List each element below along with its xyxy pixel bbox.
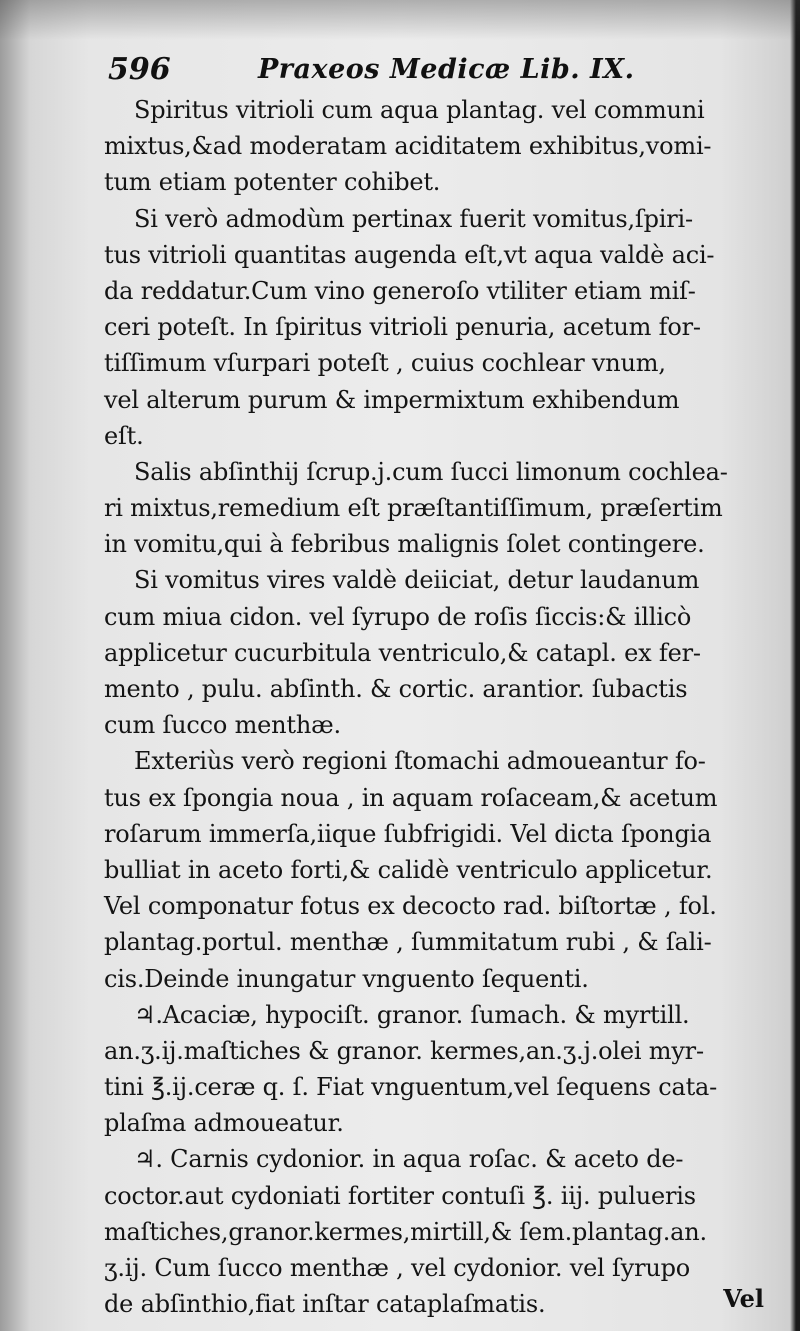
text-line: mento , pulu. abſinth. & cortic. arantior. ſubactis — [104, 675, 688, 703]
text-line: applicetur cucurbitula ventriculo,& catapl. ex fer- — [104, 638, 701, 667]
text-line: Vel componatur fotus ex decocto rad. biſtortæ , fol. — [104, 892, 717, 921]
text-line: tus ex ſpongia noua , in aquam roſaceam,& acetum — [104, 783, 718, 812]
text-line: mixtus,&ad moderatam aciditatem exhibitus,vomi- — [104, 132, 712, 161]
text-line: bulliat in aceto forti,& calidè ventriculo applicetur. — [104, 855, 713, 884]
running-title: Praxeos Medicæ Lib. IX. — [258, 54, 635, 85]
text-line: cum miua cidon. vel ſyrupo de roſis ſiccis:& illicò — [104, 602, 692, 631]
text-line: plantag.portul. menthæ , ſummitatum rubi , & ſali- — [104, 928, 712, 957]
body-text — [104, 92, 794, 1322]
text-line: plaſma admoueatur. — [104, 1109, 344, 1138]
text-line: roſarum immerſa,iique ſubfrigidi. Vel dicta ſpongia — [104, 819, 712, 848]
text-line: cum ſucco menthæ. — [104, 711, 341, 740]
text-line: tini ℥.ij.ceræ q. ſ. Fiat vnguentum,vel ſequens cata- — [104, 1073, 718, 1102]
text-line: maſtiches,granor.kermes,mirtill,& ſem.plantag.an. — [104, 1217, 707, 1246]
text-line: ceri poteſt. In ſpiritus vitrioli penuria, acetum for- — [104, 313, 701, 342]
text-line: Exteriùs verò regioni ſtomachi admoueantur fo- — [134, 747, 706, 776]
text-line: an.ʒ.ij.maſtiches & granor. kermes,an.ʒ.j.olei myr- — [104, 1036, 704, 1065]
text-line: cis.Deinde inungatur vnguento ſequenti. — [104, 964, 589, 993]
text-line: tiſſimum vſurpari poteſt , cuius cochlear vnum, — [104, 349, 666, 378]
page-shadow — [0, 0, 800, 40]
text-line: Si verò admodùm pertinax fuerit vomitus,ſpiri- — [134, 204, 693, 233]
text-line: ʒ.ij. Cum ſucco menthæ , vel cydonior. vel ſyrupo — [104, 1254, 691, 1282]
catchword: Vel — [723, 1284, 764, 1313]
text-line: tus vitrioli quantitas augenda eſt,vt aqua valdè aci- — [104, 240, 715, 269]
text-line: de abſinthio,fiat inſtar cataplaſmatis. — [104, 1290, 546, 1319]
page-number: 596 — [108, 52, 171, 87]
text-line: da reddatur.Cum vino generoſo vtiliter etiam miſ- — [104, 276, 696, 305]
text-line: ♃.Acaciæ, hypociſt. granor. ſumach. & myrtill. — [134, 1000, 690, 1029]
text-line: Spiritus vitrioli cum aqua plantag. vel communi — [134, 96, 705, 124]
text-line: ♃. Carnis cydonior. in aqua roſac. & aceto de- — [134, 1145, 684, 1174]
text-line: vel alterum purum & impermixtum exhibendum — [104, 385, 680, 414]
text-line: Si vomitus vires valdè deiiciat, detur laudanum — [134, 566, 700, 595]
text-line: ri mixtus,remedium eſt præſtantiſſimum, præſertim — [104, 494, 723, 523]
text-line: in vomitu,qui à febribus malignis ſolet contingere. — [104, 530, 705, 559]
page-header — [108, 52, 668, 92]
text-line: eſt. — [104, 421, 144, 450]
text-line: tum etiam potenter cohibet. — [104, 168, 441, 197]
text-line: Salis abſinthij ſcrup.j.cum ſucci limonum cochlea- — [134, 457, 728, 486]
text-line: coctor.aut cydoniati fortiter contuſi ℥. iij. pulueris — [104, 1181, 696, 1210]
